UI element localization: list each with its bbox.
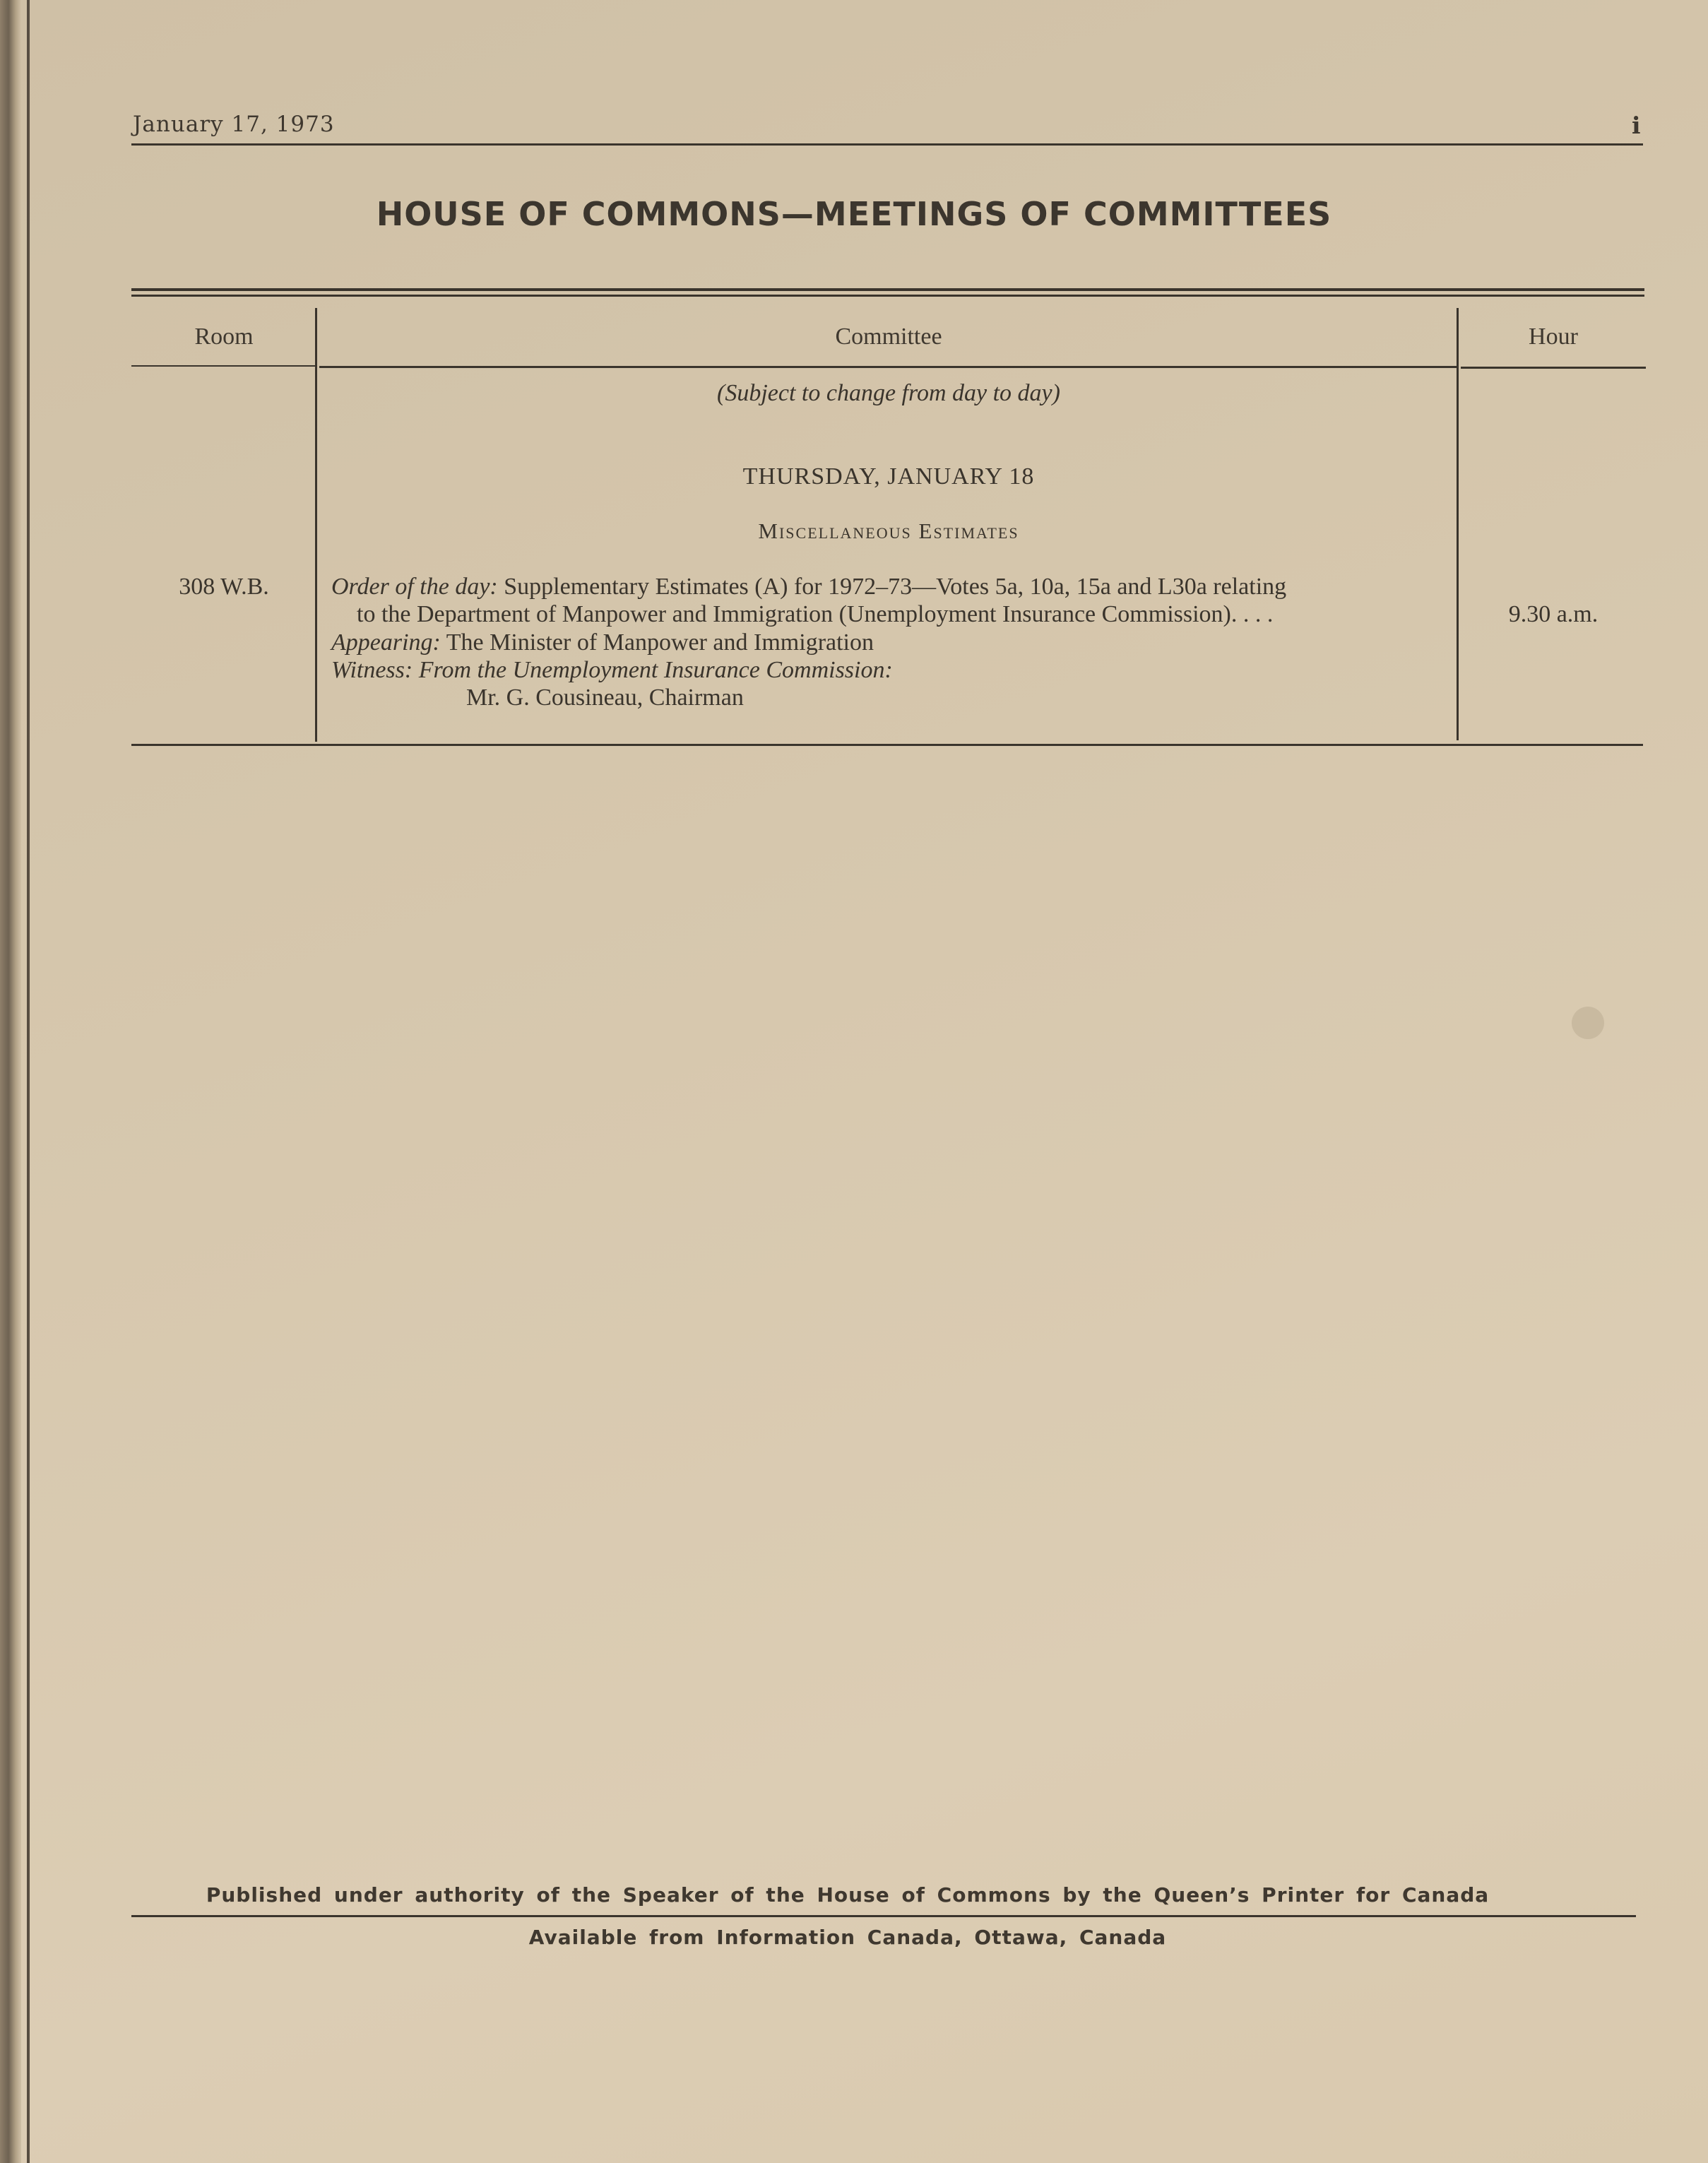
header-rule xyxy=(131,143,1643,146)
table-top-rule-2 xyxy=(131,295,1644,297)
header-date: January 17, 1973 xyxy=(133,112,335,137)
column-divider-left xyxy=(315,308,317,742)
footer-availability: Available from Information Canada, Ottawa, Canada xyxy=(528,1926,1167,1949)
order-text-line1: Supplementary Estimates (A) for 1972–73—Votes 5a, 10a, 15a and L30a relating xyxy=(504,574,1287,600)
header-rule-room xyxy=(131,365,316,367)
witness-name: Mr. G. Cousineau, Chairman xyxy=(466,685,744,711)
order-label: Order of the day: xyxy=(331,574,498,600)
header-rule-hour xyxy=(1461,367,1646,369)
page-binding-edge xyxy=(0,0,21,2163)
table-bottom-rule xyxy=(131,744,1643,746)
order-text-line2: to the Department of Manpower and Immigration (Unemployment Insurance Commission). . . . xyxy=(357,601,1274,627)
column-header-committee: Committee xyxy=(835,324,942,350)
witness-label: Witness: From the Unemployment Insurance Commission: xyxy=(331,657,893,683)
table-top-rule-1 xyxy=(131,288,1644,291)
paper-stain xyxy=(1572,1007,1604,1039)
schedule-note: (Subject to change from day to day) xyxy=(717,380,1060,406)
footer-publisher: Published under authority of the Speaker of the House of Commons by the Queen’s Printer for Canada xyxy=(206,1883,1490,1907)
appearing-text: The Minister of Manpower and Immigration xyxy=(446,629,874,656)
page-number: i xyxy=(1632,112,1641,139)
day-heading: THURSDAY, JANUARY 18 xyxy=(742,463,1035,490)
header-rule-committee xyxy=(319,366,1458,368)
column-header-hour: Hour xyxy=(1529,324,1578,350)
appearing-label: Appearing: xyxy=(331,629,441,656)
footer-rule xyxy=(131,1915,1636,1917)
hour-cell: 9.30 a.m. xyxy=(1508,601,1599,627)
appearing-line xyxy=(331,629,874,656)
page-title: HOUSE OF COMMONS—MEETINGS OF COMMITTEES xyxy=(376,195,1332,233)
column-header-room: Room xyxy=(194,324,254,350)
order-of-day-line1 xyxy=(331,574,1286,600)
section-heading: Miscellaneous Estimates xyxy=(758,518,1019,543)
room-cell: 308 W.B. xyxy=(179,574,269,600)
binding-line xyxy=(27,0,30,2163)
